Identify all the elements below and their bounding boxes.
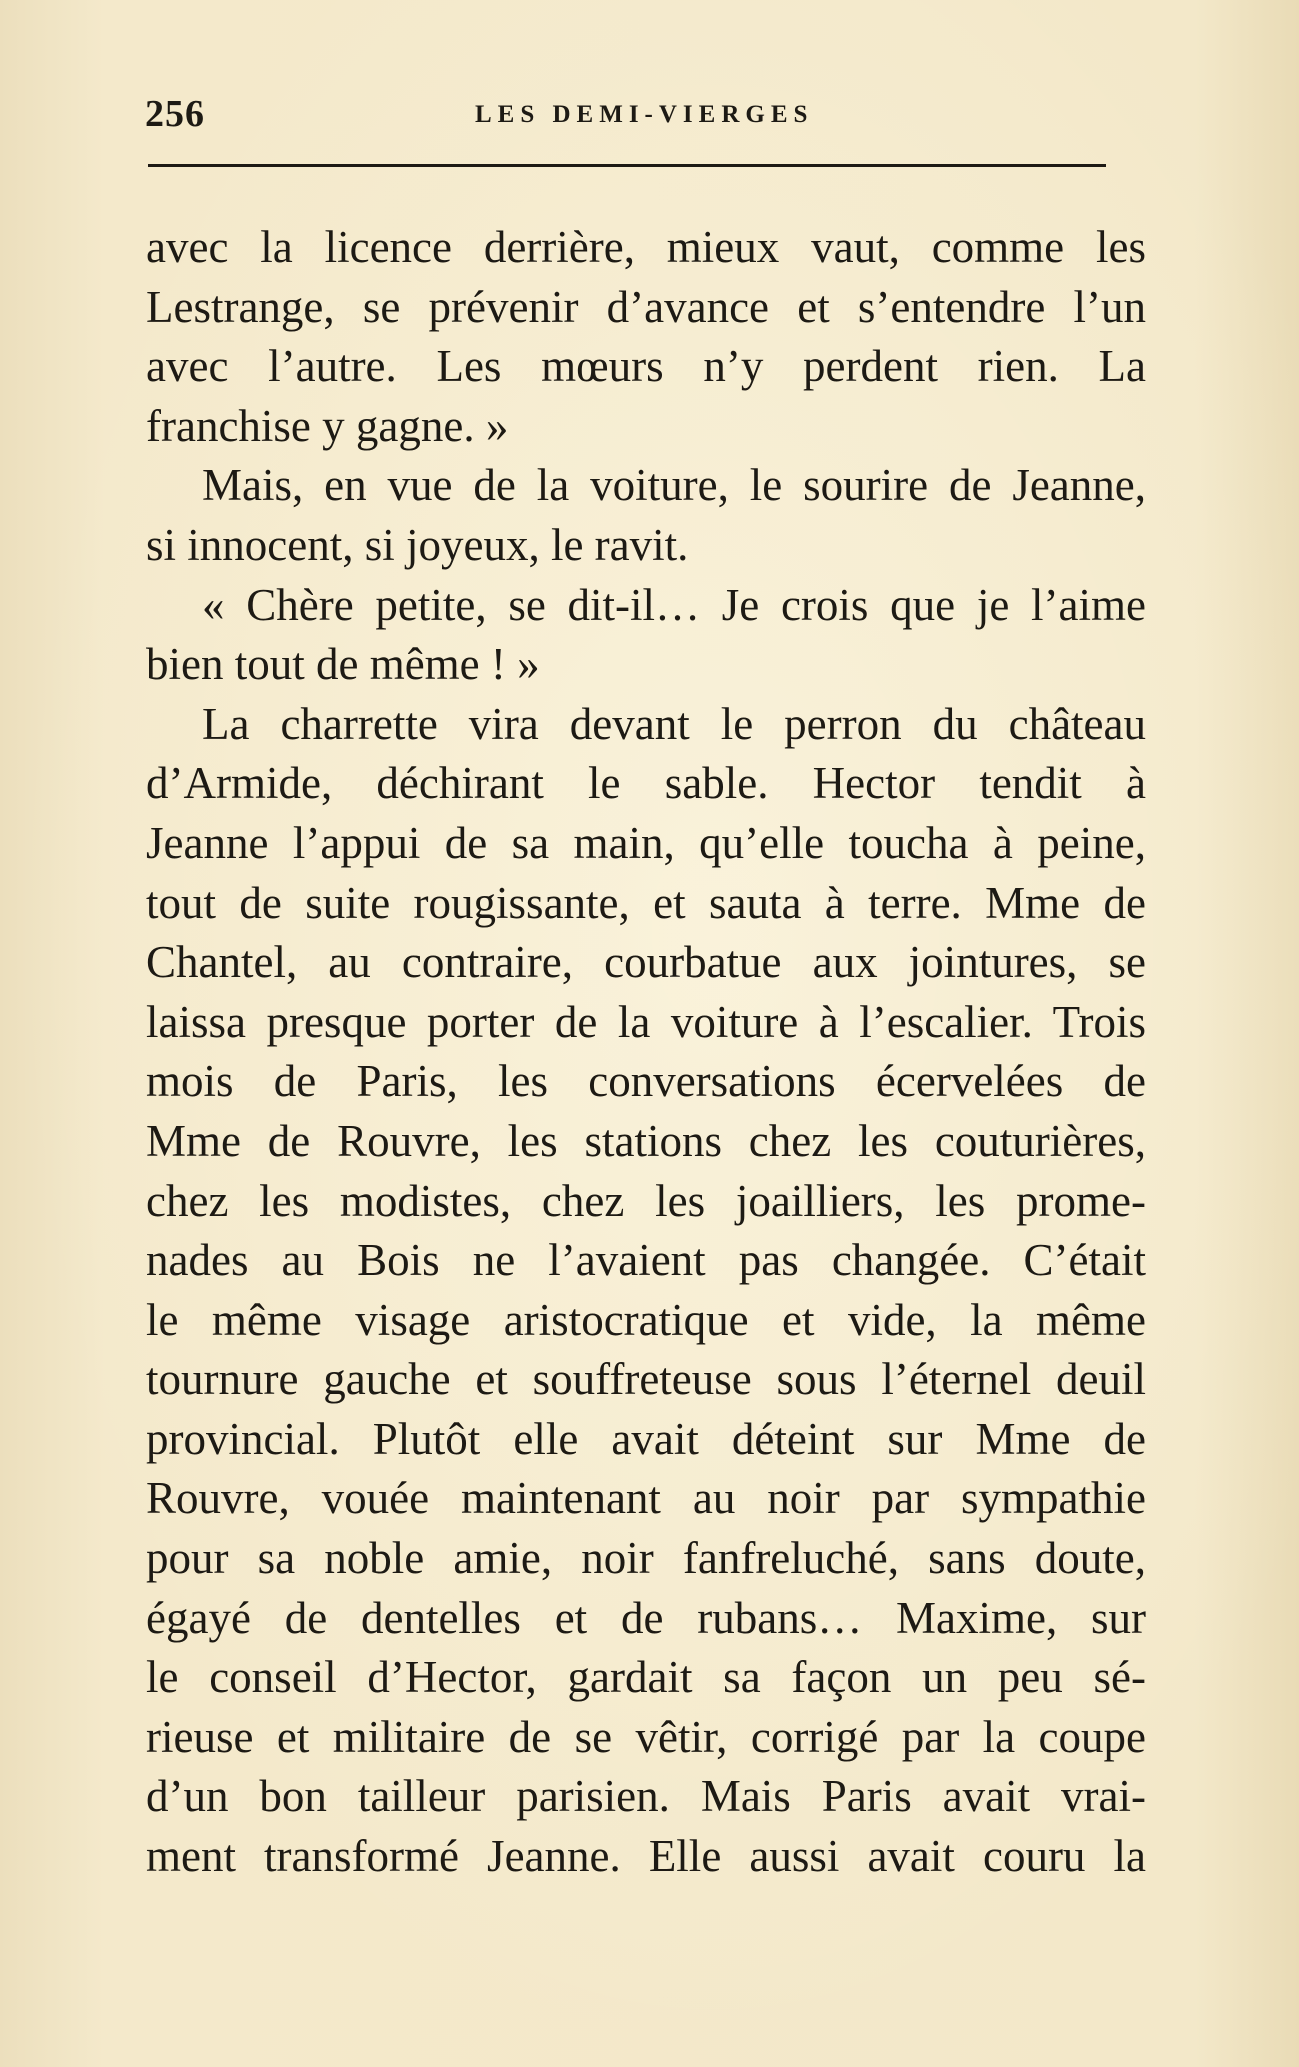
text-line: franchise y gagne. » — [146, 400, 509, 451]
text-line: chez les modistes, chez les joailliers, les prome- — [146, 1175, 1146, 1226]
text-line: le même visage aristocratique et vide, la même — [146, 1294, 1146, 1345]
text-line: avec la licence derrière, mieux vaut, comme les — [146, 222, 1146, 272]
text-line: si innocent, si joyeux, le ravit. — [146, 519, 689, 570]
text-line: nades au Bois ne l’avaient pas changée. C’était — [146, 1235, 1146, 1286]
text-line: pour sa noble amie, noir fanfreluché, sans doute, — [146, 1533, 1146, 1584]
text-line: avec l’autre. Les mœurs n’y perdent rien. La — [146, 341, 1146, 392]
body-text — [146, 218, 1146, 1887]
text-line: égayé de dentelles et de rubans… Maxime, sur — [146, 1592, 1146, 1643]
text-line: Chantel, au contraire, courbatue aux jointures, se — [146, 937, 1146, 988]
text-line: Mme de Rouvre, les stations chez les couturières, — [146, 1115, 1146, 1166]
running-title: LES DEMI-VIERGES — [475, 101, 814, 128]
page-number: 256 — [145, 93, 205, 135]
text-line: Mais, en vue de la voiture, le sourire de Jeanne, — [202, 460, 1146, 511]
text-line: La charrette vira devant le perron du château — [202, 698, 1146, 749]
text-line: le conseil d’Hector, gardait sa façon un peu sé- — [146, 1652, 1146, 1703]
text-line: d’Armide, déchirant le sable. Hector tendit à — [146, 758, 1146, 809]
text-line: tournure gauche et souffreteuse sous l’éternel deuil — [146, 1354, 1146, 1405]
page-header — [145, 92, 1145, 142]
text-line: provincial. Plutôt elle avait déteint sur Mme de — [146, 1413, 1146, 1464]
text-line: rieuse et militaire de se vêtir, corrigé par la coupe — [146, 1711, 1146, 1762]
header-rule — [148, 164, 1106, 167]
text-line: ment transformé Jeanne. Elle aussi avait couru la — [146, 1831, 1146, 1882]
text-line: mois de Paris, les conversations écervelées de — [146, 1056, 1146, 1107]
text-line: Jeanne l’appui de sa main, qu’elle toucha à peine, — [146, 817, 1146, 868]
text-line: Rouvre, vouée maintenant au noir par sympathie — [146, 1473, 1146, 1524]
text-line: bien tout de même ! » — [146, 639, 540, 690]
text-line: d’un bon tailleur parisien. Mais Paris avait vrai- — [146, 1771, 1146, 1822]
text-line: tout de suite rougissante, et sauta à terre. Mme de — [146, 877, 1146, 928]
text-line: laissa presque porter de la voiture à l’escalier. Trois — [146, 996, 1146, 1047]
text-line: « Chère petite, se dit-il… Je crois que je l’aime — [202, 579, 1146, 630]
text-line: Lestrange, se prévenir d’avance et s’entendre l’un — [146, 281, 1146, 332]
